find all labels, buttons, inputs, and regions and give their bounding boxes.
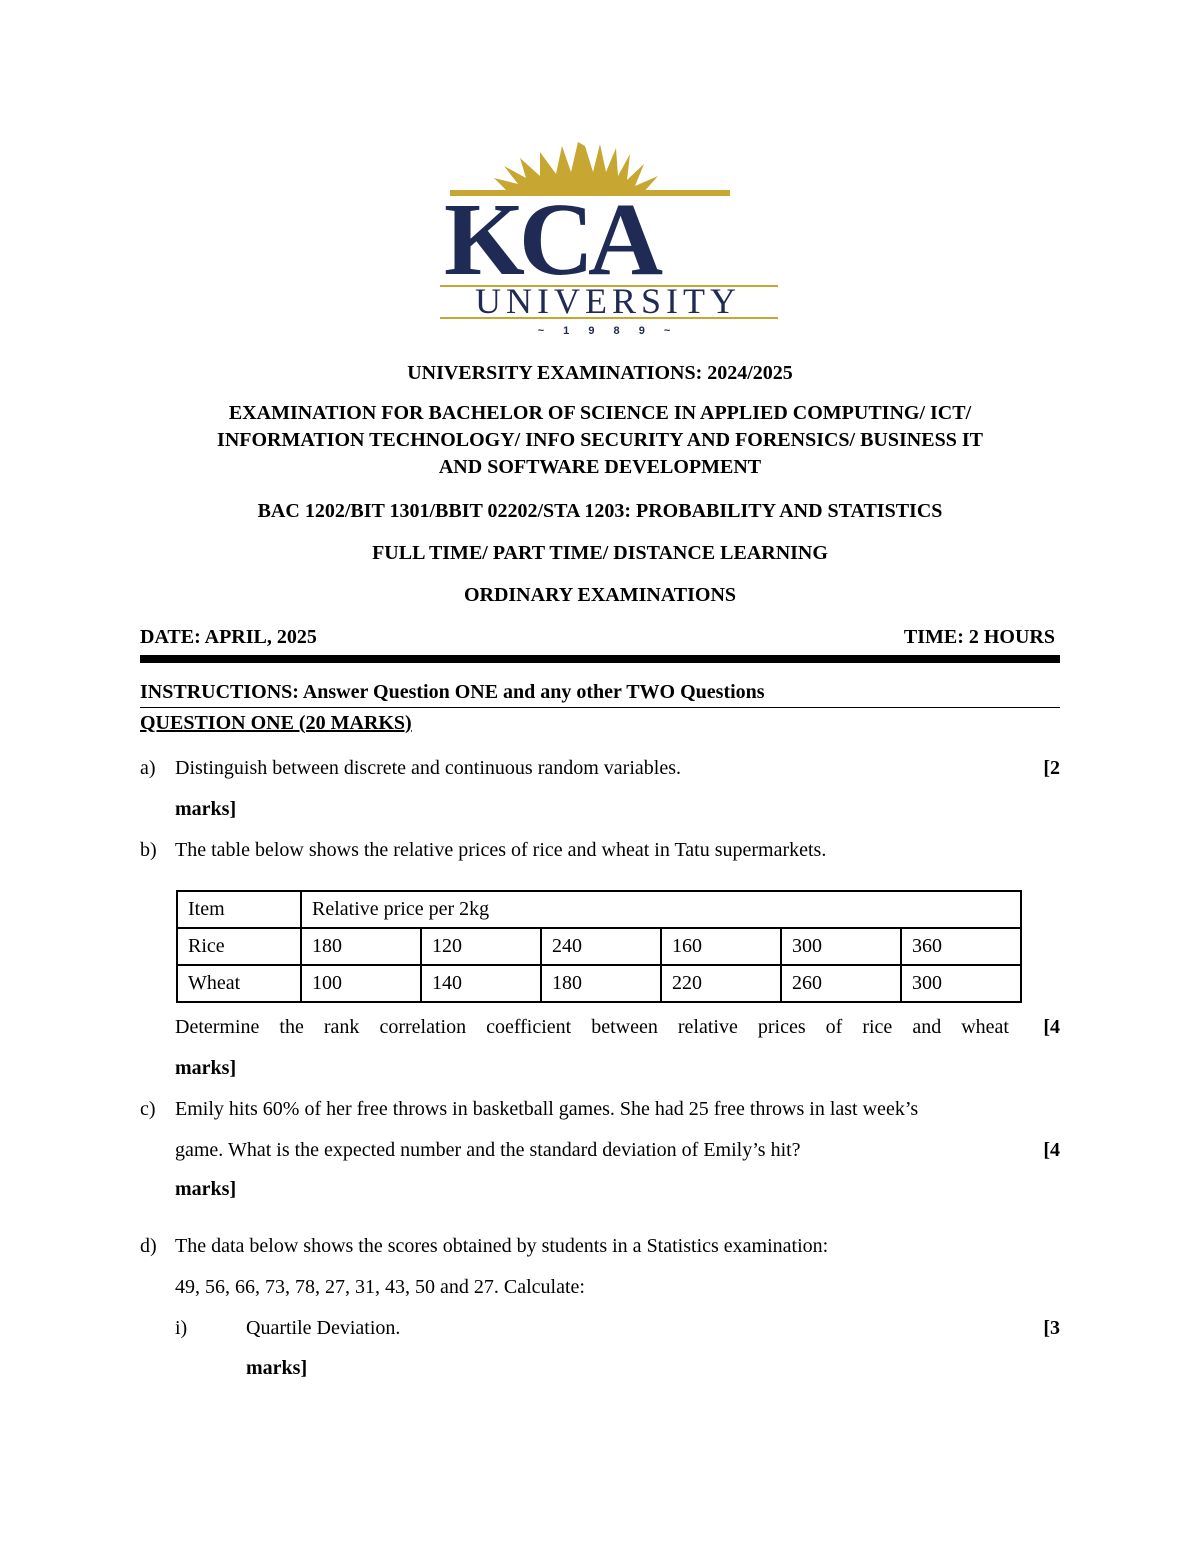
question-b-marks-open: [4 bbox=[1043, 1016, 1060, 1038]
exam-title-line-2: INFORMATION TECHNOLOGY/ INFO SECURITY AND FORENSICS/ BUSINESS IT bbox=[217, 429, 983, 451]
question-b-text: The table below shows the relative prices of rice and wheat in Tatu supermarkets. bbox=[175, 839, 827, 861]
table-cell: 300 bbox=[781, 928, 901, 965]
exam-type: ORDINARY EXAMINATIONS bbox=[463, 584, 737, 606]
table-cell: 220 bbox=[661, 965, 781, 1002]
question-d-text-line-2: 49, 56, 66, 73, 78, 27, 31, 43, 50 and 27. Calculate: bbox=[175, 1276, 585, 1298]
table-cell: 300 bbox=[901, 965, 1021, 1002]
question-d-text-line-1: The data below shows the scores obtained by students in a Statistics examination: bbox=[175, 1235, 829, 1257]
course-title: BAC 1202/BIT 1301/BBIT 02202/STA 1203: PROBABILITY AND STATISTICS bbox=[257, 500, 943, 522]
table-cell: 160 bbox=[661, 928, 781, 965]
logo-name: UNIVERSITY bbox=[475, 281, 741, 321]
question-d-i-label: i) bbox=[175, 1317, 188, 1339]
kca-university-logo bbox=[430, 138, 790, 338]
instructions: INSTRUCTIONS: Answer Question ONE and any other TWO Questions bbox=[140, 681, 765, 703]
exam-time: TIME: 2 HOURS bbox=[903, 626, 1055, 648]
table-cell: 240 bbox=[541, 928, 661, 965]
university-exams-title: UNIVERSITY EXAMINATIONS: 2024/2025 bbox=[407, 362, 793, 384]
table-row bbox=[177, 965, 1021, 1002]
table-cell: 140 bbox=[421, 965, 541, 1002]
instructions-divider bbox=[140, 707, 1060, 708]
exam-date: DATE: APRIL, 2025 bbox=[140, 626, 317, 648]
question-c-label: c) bbox=[140, 1098, 156, 1120]
exam-title-line-3: AND SOFTWARE DEVELOPMENT bbox=[438, 456, 762, 478]
table-cell: 180 bbox=[541, 965, 661, 1002]
question-c-text-line-2: game. What is the expected number and the standard deviation of Emily’s hit? bbox=[175, 1139, 801, 1161]
question-a-marks-close: marks] bbox=[175, 798, 237, 820]
table-cell: 100 bbox=[301, 965, 421, 1002]
table-header-item: Item bbox=[177, 891, 301, 928]
table-cell-name: Rice bbox=[177, 928, 301, 965]
question-a-marks-open: [2 bbox=[1043, 757, 1060, 779]
exam-title-line-1: EXAMINATION FOR BACHELOR OF SCIENCE IN APPLIED COMPUTING/ ICT/ bbox=[228, 402, 972, 424]
question-d-i-marks-close: marks] bbox=[246, 1357, 308, 1379]
logo-year: ~ 1 9 8 9 ~ bbox=[537, 325, 679, 337]
study-mode: FULL TIME/ PART TIME/ DISTANCE LEARNING bbox=[372, 542, 828, 564]
question-one-heading: QUESTION ONE (20 MARKS) bbox=[140, 712, 412, 734]
question-a-label: a) bbox=[140, 757, 156, 779]
table-header-price: Relative price per 2kg bbox=[301, 891, 1021, 928]
table-row bbox=[177, 928, 1021, 965]
table-header-row bbox=[177, 891, 1021, 928]
exam-title bbox=[140, 400, 1060, 481]
question-a-text: Distinguish between discrete and continuous random variables. bbox=[175, 757, 681, 779]
table-cell: 120 bbox=[421, 928, 541, 965]
table-cell: 260 bbox=[781, 965, 901, 1002]
question-b-marks-close: marks] bbox=[175, 1057, 237, 1079]
question-d-i-text: Quartile Deviation. bbox=[246, 1317, 401, 1339]
question-b-label: b) bbox=[140, 839, 157, 861]
header-divider bbox=[140, 655, 1060, 663]
question-d-label: d) bbox=[140, 1235, 157, 1257]
price-table bbox=[176, 890, 1022, 1003]
date-time-row bbox=[140, 624, 1055, 651]
table-cell: 360 bbox=[901, 928, 1021, 965]
question-b-followup: Determine the rank correlation coefficient between relative prices of rice and wheat bbox=[175, 1016, 1009, 1038]
table-cell: 180 bbox=[301, 928, 421, 965]
question-c-marks-open: [4 bbox=[1043, 1139, 1060, 1161]
table-cell-name: Wheat bbox=[177, 965, 301, 1002]
question-d-i-marks-open: [3 bbox=[1043, 1317, 1060, 1339]
logo-initials: KCA bbox=[444, 182, 658, 297]
question-c-text-line-1: Emily hits 60% of her free throws in basketball games. She had 25 free throws in last week’s bbox=[175, 1098, 919, 1120]
question-c-marks-close: marks] bbox=[175, 1178, 237, 1200]
